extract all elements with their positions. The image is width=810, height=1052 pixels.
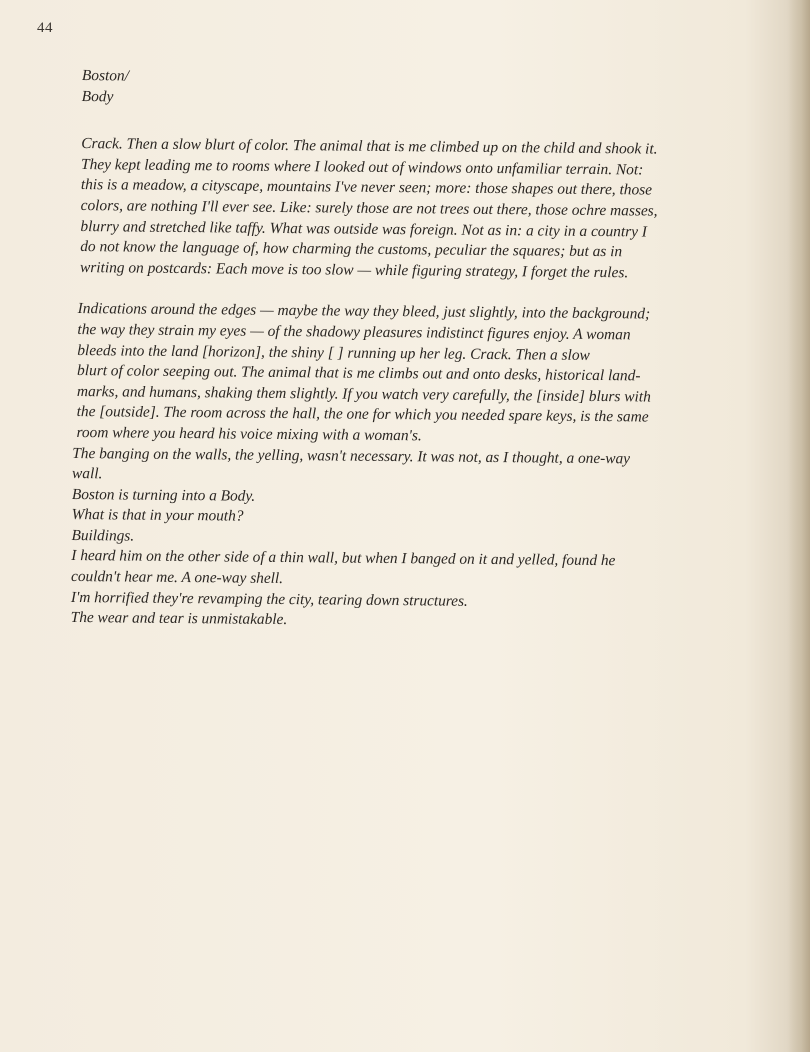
text-line: this is a meadow, a cityscape, mountains I've never seen; more: those shapes out there, those bbox=[80, 176, 653, 199]
text-line: do not know the language of, how charming the customs, peculiar the squares; but as in bbox=[80, 238, 623, 261]
text-line: couldn't hear me. A one-way shell. bbox=[71, 568, 284, 588]
text-line: blurt of color seeping out. The animal that is me climbs out and onto desks, historical land- bbox=[76, 362, 641, 385]
text-line: the way they strain my eyes — of the shadowy pleasures indistinct figures enjoy. A woman bbox=[77, 320, 631, 344]
text-line: writing on postcards: Each move is too slow — while figuring strategy, I forget the rules. bbox=[79, 258, 629, 282]
text-line: What is that in your mouth? bbox=[71, 506, 244, 525]
poem-title-line: Boston/ bbox=[81, 67, 130, 85]
paragraph-3 bbox=[71, 443, 743, 635]
text-line: I heard him on the other side of a thin wall, but when I banged on it and yelled, found he bbox=[71, 547, 616, 570]
text-line: wall. bbox=[72, 465, 103, 483]
text-line: I'm horrified they're revamping the city, tearing down structures. bbox=[70, 588, 468, 610]
text-line: colors, are nothing I'll ever see. Like: surely those are not trees out there, those ochre masses, bbox=[80, 197, 658, 220]
poem-title-line: Body bbox=[81, 87, 114, 105]
text-line: Boston is turning into a Body. bbox=[71, 485, 256, 505]
poem-title bbox=[82, 66, 746, 114]
paragraph-2 bbox=[76, 299, 743, 450]
text-line: the [outside]. The room across the hall, the one for which you needed spare keys, is the same bbox=[76, 403, 649, 426]
text-line: bleeds into the land [horizon], the shiny [ ] running up her leg. Crack. Then a slow bbox=[77, 341, 590, 364]
text-line: Indications around the edges — maybe the way they bleed, just slightly, into the background; bbox=[77, 300, 651, 323]
text-line: Buildings. bbox=[71, 526, 135, 545]
paragraph-1 bbox=[80, 134, 745, 285]
text-line: They kept leading me to rooms where I looked out of windows onto unfamiliar terrain. Not: bbox=[80, 155, 644, 179]
page-number: 44 bbox=[37, 20, 53, 36]
page-gutter-shadow bbox=[788, 0, 810, 1052]
text-line: blurry and stretched like taffy. What was outside was foreign. Not as in: a city in a country I bbox=[80, 217, 648, 241]
poem-text bbox=[71, 66, 746, 635]
text-line: room where you heard his voice mixing with a woman's. bbox=[76, 423, 422, 445]
text-line: Crack. Then a slow blurt of color. The animal that is me climbed up on the child and shook it. bbox=[81, 135, 658, 158]
text-line: marks, and humans, shaking them slightly. If you watch very carefully, the [inside] blurs with bbox=[76, 382, 651, 406]
text-line: The banging on the walls, the yelling, wasn't necessary. It was not, as I thought, a one-way bbox=[72, 444, 631, 467]
text-line: The wear and tear is unmistakable. bbox=[70, 609, 288, 629]
